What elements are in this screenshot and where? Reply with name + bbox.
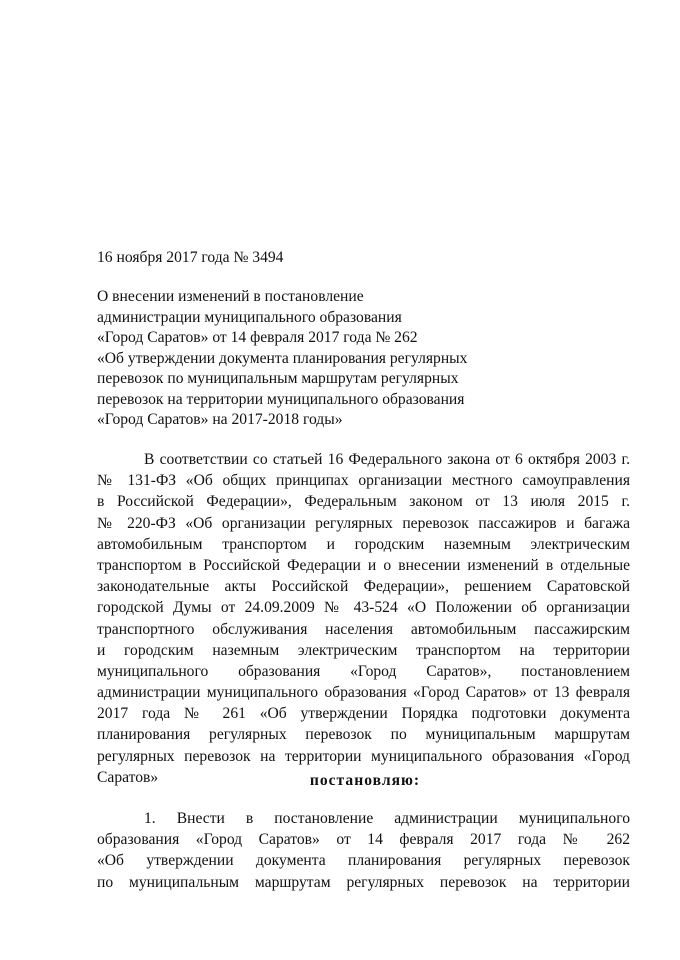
preamble-line: администрации муниципального образования «Город Саратов» от 13 февраля [97, 684, 630, 702]
preamble-line: № 131-ФЗ «Об общих принципах организации местного самоуправления [97, 472, 630, 490]
subject-line: перевозок по муниципальным маршрутам регулярных [97, 370, 459, 387]
subject-line: «Город Саратов» от 14 февраля 2017 года № 262 [97, 329, 418, 346]
preamble-line: транспортом в Российской Федерации и о внесении изменений в отдельные [97, 556, 630, 574]
preamble-line: транспортного обслуживания населения автомобильным пассажирским [97, 620, 630, 638]
preamble-line: Саратов» [97, 768, 159, 786]
subject-line: «Об утверждении документа планирования регулярных [97, 349, 468, 367]
subject-line: «Город Саратов» на 2017-2018 годы» [97, 411, 343, 428]
document-subject [97, 287, 467, 431]
subject-line: О внесении изменений в постановление [97, 288, 364, 305]
preamble-line: автомобильным транспортом и городским наземным электрическим [97, 535, 630, 553]
item-line: «Об утверждении документа планирования регулярных перевозок [97, 852, 630, 870]
preamble-line: в Российской Федерации», Федеральным законом от 13 июля 2015 г. [97, 493, 630, 511]
item-1-paragraph [97, 808, 630, 893]
document-date-number: 16 ноября 2017 года № 3494 [97, 249, 284, 266]
decree-word: постановляю: [309, 772, 421, 789]
item-line: по муниципальным маршрутам регулярных перевозок на территории [97, 873, 630, 891]
subject-line: администрации муниципального образования [97, 308, 402, 326]
item-line: 1. Внести в постановление администрации муниципального [144, 810, 630, 827]
preamble-line: планирования регулярных перевозок по муниципальным маршрутам [97, 726, 630, 744]
preamble-line: и городским наземным электрическим транспортом на территории [97, 641, 630, 659]
preamble-line: муниципального образования «Город Саратов», постановлением [97, 662, 630, 680]
preamble-line: законодательные акты Российской Федерации», решением Саратовской [97, 578, 630, 596]
preamble-line: 2017 года № 261 «Об утверждении Порядка подготовки документа [97, 705, 630, 723]
preamble-line: регулярных перевозок на территории муниципального образования «Город [97, 747, 630, 765]
preamble-line: городской Думы от 24.09.2009 № 43-524 «О Положении об организации [97, 599, 630, 617]
preamble-paragraph [97, 449, 630, 788]
preamble-line: № 220-ФЗ «Об организации регулярных перевозок пассажиров и багажа [97, 514, 630, 532]
preamble-line: В соответствии со статьей 16 Федерального закона от 6 октября 2003 г. [144, 451, 630, 468]
subject-line: перевозок на территории муниципального образования [97, 390, 465, 408]
item-line: образования «Город Саратов» от 14 февраля 2017 года № 262 [97, 831, 630, 849]
